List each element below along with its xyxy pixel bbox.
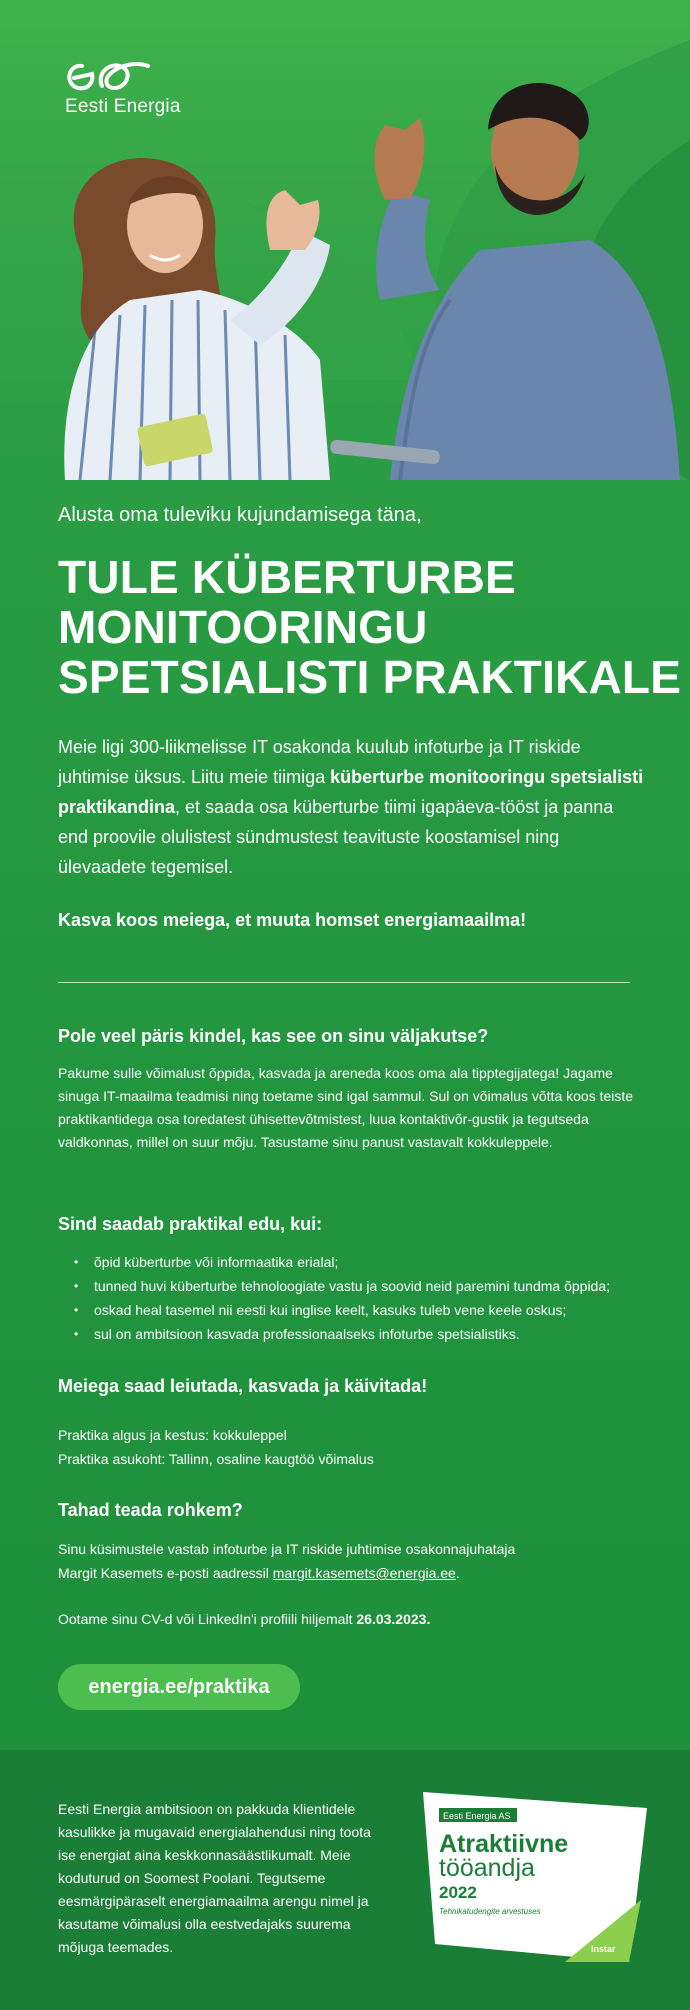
- intro-paragraph: [58, 732, 648, 882]
- badge-title: tööandja: [439, 1854, 535, 1882]
- intro-highlight: küberturbe monitooringu spetsialisti praktikandina: [58, 767, 644, 817]
- slogan: Kasva koos meiega, et muuta homset energiamaailma!: [58, 910, 527, 930]
- list-item: • oskad heal tasemel nii eesti kui inglise keelt, kasuks tuleb vene keele oskus;: [72, 1298, 662, 1322]
- details-start: Praktika algus ja kestus: kokkuleppel: [58, 1427, 287, 1443]
- deadline-date: 26.03.2023.: [356, 1611, 431, 1627]
- page-title: [58, 551, 682, 703]
- deadline-prefix: Ootame sinu CV-d või LinkedIn'i profiili hiljemalt: [58, 1611, 357, 1627]
- challenge-text: Pakume sulle võimalust õppida, kasvada ja areneda koos oma ala tipptegijatega! Jagame sinuga IT-maailma teadmisi ning toetame sind igal sammul. Sul on võimalus võtta koos teiste praktikantidega osa toredatest ühisettevõtmistest, luua kontaktivõr-gustik ja tegutseda valdkonnas, millel on suur mõju. Tasustame sinu panust vastavalt kokkuleppele.: [58, 1065, 634, 1150]
- list-item: • õpid küberturbe või informaatika erialal;: [72, 1250, 662, 1274]
- challenge-title: Pole veel päris kindel, kas see on sinu väljakutse?: [58, 1026, 489, 1046]
- headline-line: MONITOORINGU: [58, 601, 428, 653]
- list-item: • sul on ambitsioon kasvada professionaalseks infoturbe spetsialistiks.: [72, 1322, 662, 1346]
- details-title: Meiega saad leiutada, kasvada ja käivitada!: [58, 1376, 428, 1396]
- email-link[interactable]: margit.kasemets@energia.ee: [272, 1565, 456, 1581]
- intro-text: , et saada osa küberturbe tiimi igapäeva-tööst ja panna end proovile olulistest sündmustest teavituste koostamisel ning ülevaadete tegemisel.: [58, 797, 614, 877]
- contact-line: Sinu küsimustele vastab infoturbe ja IT riskide juhtimise osakonnajuhataja: [58, 1541, 516, 1557]
- main-section: [0, 480, 690, 1750]
- woman-figure: [64, 158, 330, 480]
- brand-name: Eesti Energia: [65, 96, 181, 117]
- deadline-line: [58, 1608, 648, 1631]
- badge-company: Eesti Energia AS: [443, 1811, 511, 1821]
- success-list: [72, 1250, 662, 1346]
- contact-suffix: .: [455, 1565, 460, 1581]
- eesti-energia-logo-icon: [62, 58, 152, 100]
- contact-prefix: Margit Kasemets e-posti aadressil: [58, 1565, 273, 1581]
- badge-subtitle: Tehnikatudengite arvestuses: [439, 1907, 541, 1916]
- footer-section: [0, 1750, 690, 2010]
- success-title: Sind saadab praktikal edu, kui:: [58, 1214, 323, 1234]
- list-item: • tunned huvi küberturbe tehnoloogiate vastu ja soovid neid paremini tundma õppida;: [72, 1274, 662, 1298]
- contact-title: Tahad teada rohkem?: [58, 1500, 243, 1520]
- headline-line: SPETSIALISTI PRAKTIKALE: [58, 651, 682, 703]
- cta-button[interactable]: energia.ee/praktika: [58, 1664, 300, 1710]
- intro-text: Meie ligi 300-liikmelisse IT osakonda kuulub infoturbe ja IT riskide juhtimise üksus. Liitu meie tiimiga: [58, 737, 581, 787]
- badge-brand: instar: [591, 1944, 616, 1954]
- details-location: Praktika asukoht: Tallinn, osaline kaugtöö võimalus: [58, 1451, 374, 1467]
- badge-year: 2022: [439, 1883, 477, 1902]
- badge-title: Atraktiivne: [439, 1830, 569, 1858]
- hero-section: [0, 0, 690, 480]
- footer-text: Eesti Energia ambitsioon on pakkuda klientidele kasulikke ja mugavaid energialahendusi ning toota ise energiat aina keskkonnasäästlikumalt. Meie koduturud on Soomest Poolani. Tegutseme eesmärgipäraselt energiamaailma arengu nimel ja kasutame võimalusi olla eestvedajaks suurema mõjuga teemades.: [58, 1801, 371, 1955]
- tagline: Alusta oma tuleviku kujundamisega täna,: [58, 504, 422, 526]
- contact-line: [58, 1562, 648, 1585]
- employer-award-badge: [415, 1780, 655, 1970]
- headline-line: TULE KÜBERTURBE: [58, 551, 516, 603]
- divider: [58, 982, 630, 983]
